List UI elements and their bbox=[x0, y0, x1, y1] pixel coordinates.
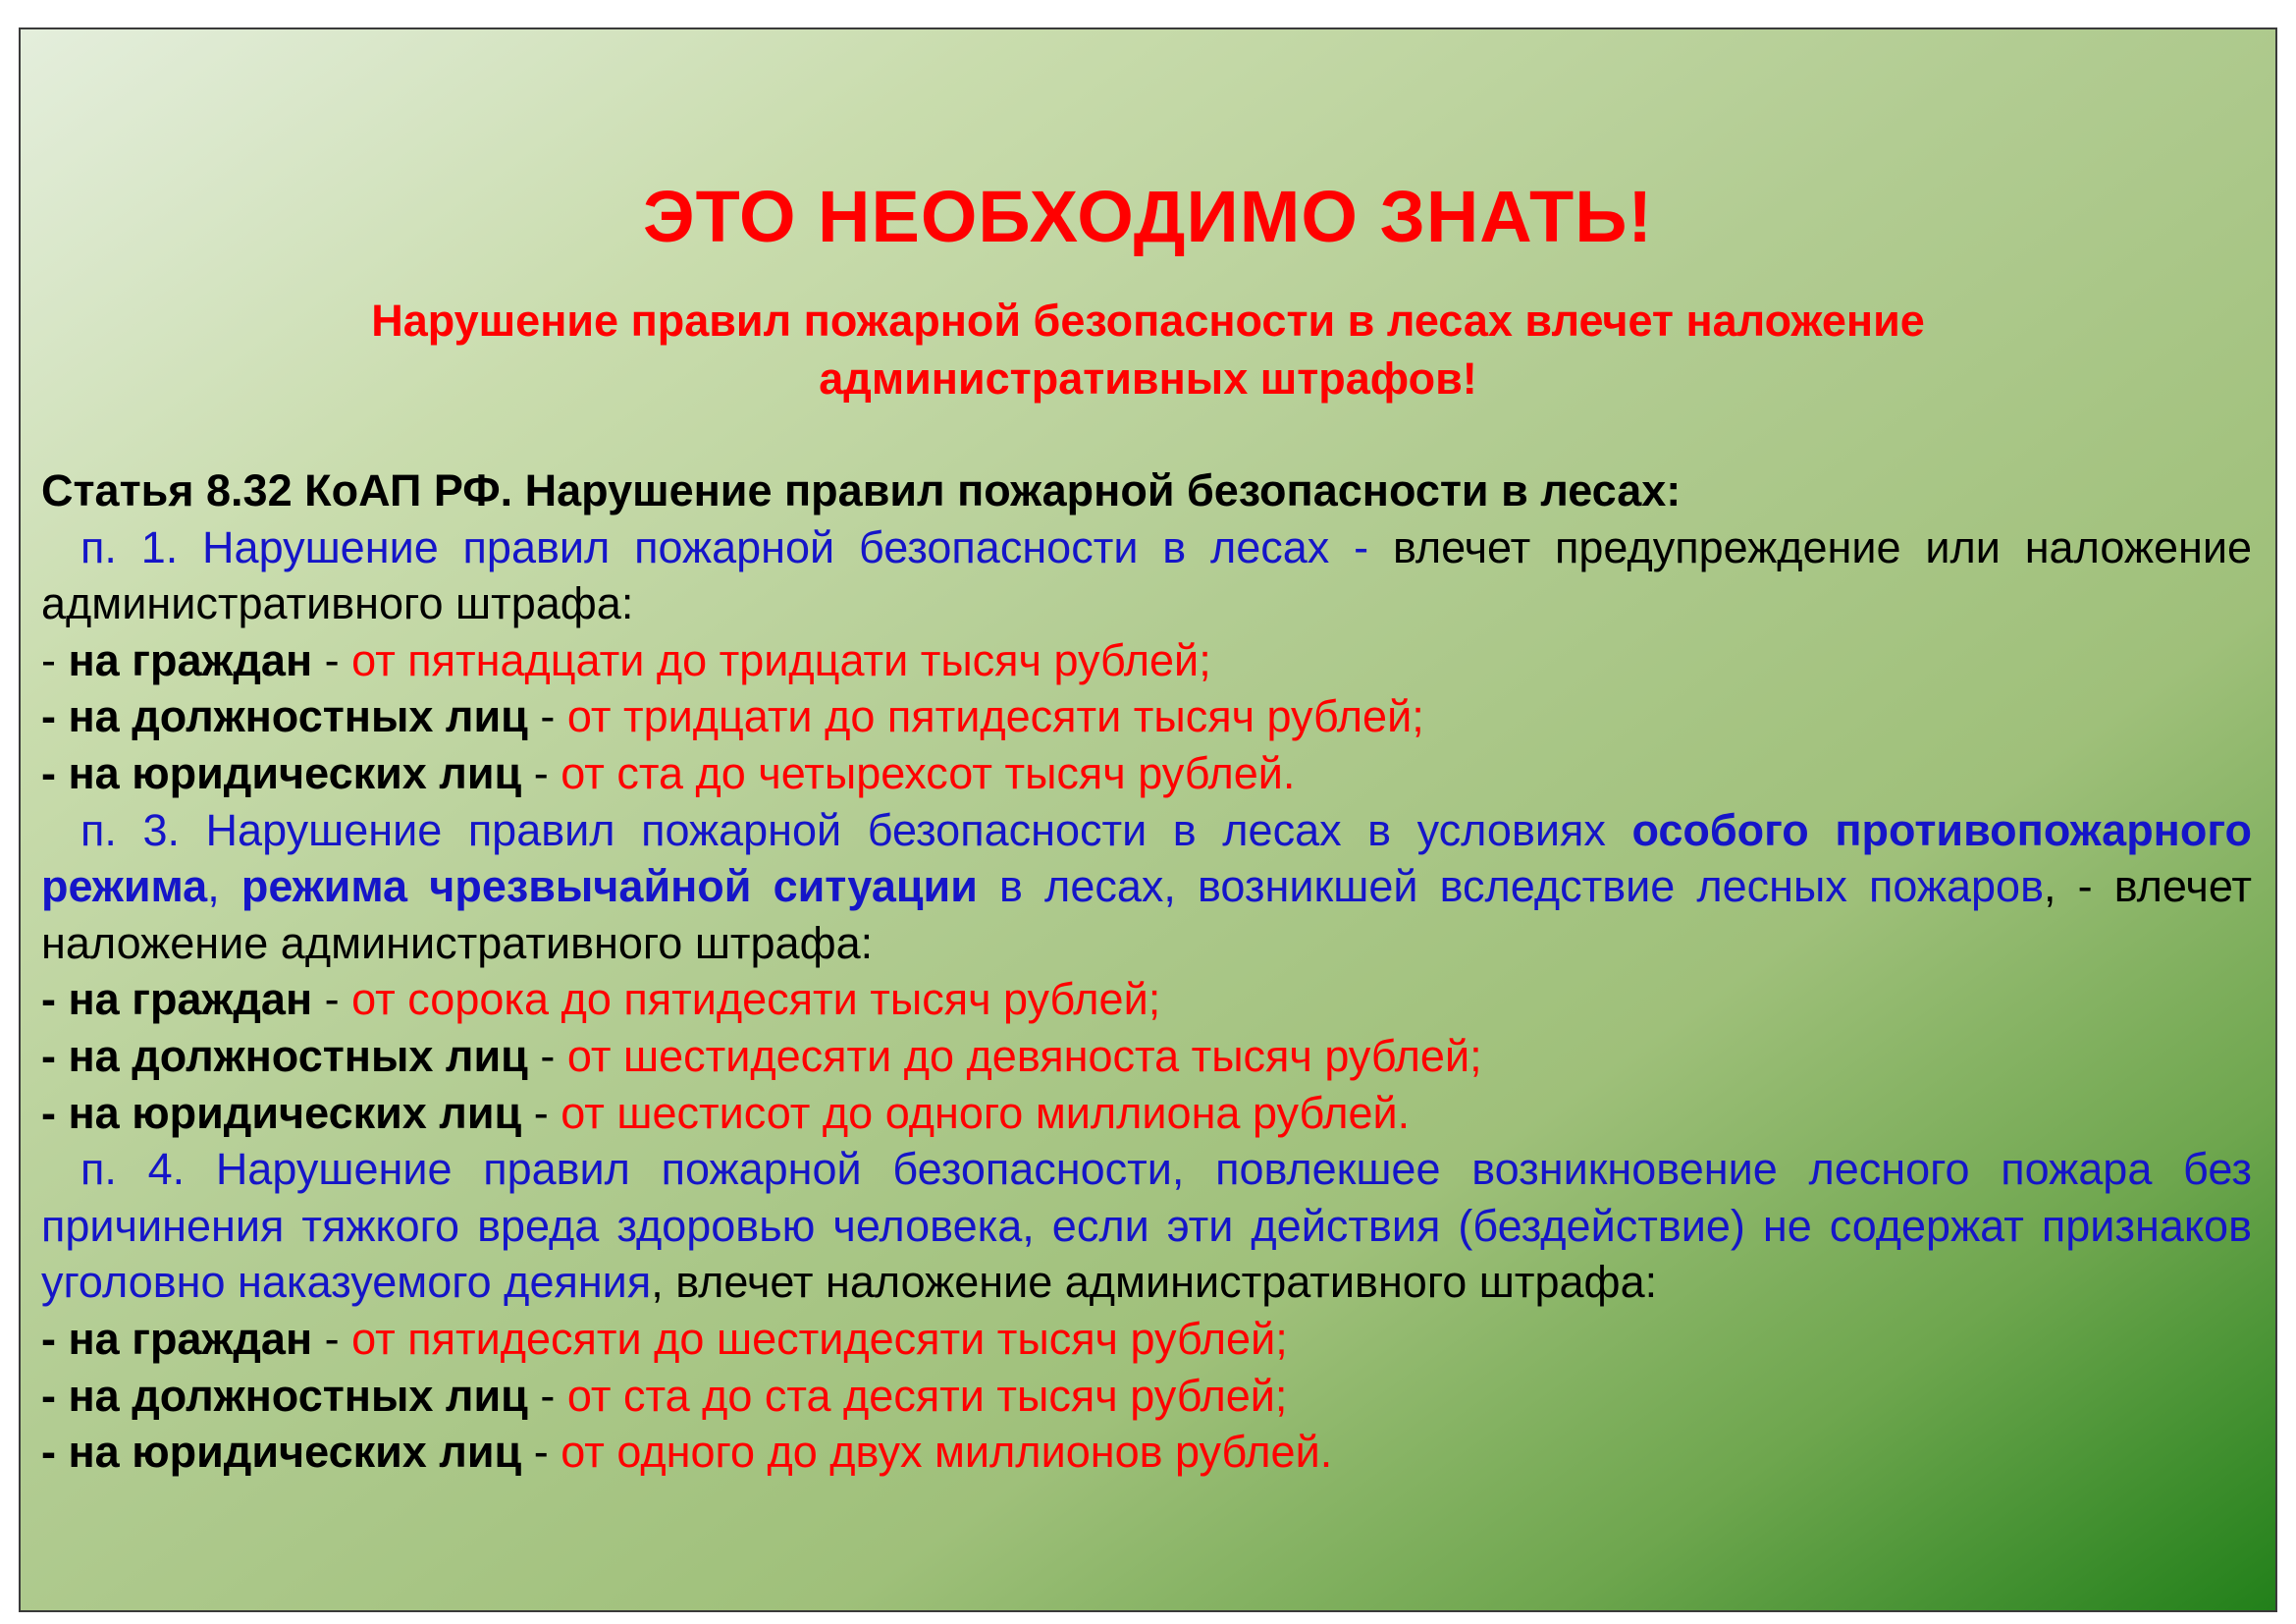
poster-title: ЭТО НЕОБХОДИМО ЗНАТЬ! bbox=[642, 176, 1654, 257]
fine-sep: - bbox=[521, 1087, 561, 1138]
clause-3-comma: , bbox=[207, 861, 241, 912]
fine-line bbox=[41, 1311, 2252, 1368]
fine-line bbox=[41, 1085, 2252, 1142]
fine-prefix: - bbox=[41, 634, 69, 685]
fine-who: - на граждан bbox=[41, 1313, 313, 1364]
fine-who: - на граждан bbox=[41, 974, 313, 1025]
clause-1 bbox=[41, 519, 2252, 632]
fine-who: - на юридических лиц bbox=[41, 747, 522, 798]
clause-4-rest: , влечет наложение административного штрафа: bbox=[651, 1257, 1658, 1308]
fine-sep: - bbox=[521, 1427, 561, 1478]
fine-amount: от пятидесяти до шестидесяти тысяч рублей; bbox=[351, 1313, 1288, 1364]
fine-who: на граждан bbox=[68, 634, 313, 685]
fine-amount: от ста до четырехсот тысяч рублей. bbox=[561, 747, 1296, 798]
fine-amount: от сорока до пятидесяти тысяч рублей; bbox=[351, 974, 1161, 1025]
subtitle-line-2: административных штрафов! bbox=[819, 353, 1477, 404]
clause-1-lead: п. 1. Нарушение правил пожарной безопасности в лесах - bbox=[80, 521, 1369, 572]
fine-who: - на должностных лиц bbox=[41, 1370, 528, 1421]
clause-3-emergency-regime: режима чрезвычайной ситуации bbox=[240, 861, 978, 912]
fine-line bbox=[41, 971, 2252, 1028]
fine-amount: от тридцати до пятидесяти тысяч рублей; bbox=[566, 691, 1424, 742]
fine-sep: - bbox=[527, 1030, 567, 1081]
fine-amount: от ста до ста десяти тысяч рублей; bbox=[566, 1370, 1288, 1421]
clause-1-rest: влечет предупреждение или наложение административного штрафа: bbox=[41, 521, 2253, 629]
fine-sep: - bbox=[312, 634, 352, 685]
clause-3-rest: , - влечет наложение административного штрафа: bbox=[41, 861, 2252, 968]
fine-who: - на юридических лиц bbox=[41, 1427, 522, 1478]
fine-sep: - bbox=[527, 1370, 567, 1421]
fine-who: - на должностных лиц bbox=[41, 1030, 528, 1081]
fine-sep: - bbox=[527, 691, 567, 742]
fine-who: - на должностных лиц bbox=[41, 691, 528, 742]
fine-amount: от пятнадцати до тридцати тысяч рублей; bbox=[351, 634, 1211, 685]
fine-line bbox=[41, 1028, 2252, 1085]
clause-3-lead-2: в лесах, возникшей вследствие лесных пожаров bbox=[977, 861, 2044, 912]
poster bbox=[19, 27, 2277, 1612]
clause-3-lead: п. 3. Нарушение правил пожарной безопасности в лесах в условиях bbox=[80, 804, 1632, 855]
fine-amount: от шестидесяти до девяноста тысяч рублей; bbox=[566, 1030, 1482, 1081]
clause-3 bbox=[41, 802, 2252, 972]
fine-line bbox=[41, 688, 2252, 745]
article-content bbox=[41, 462, 2252, 1481]
fine-line bbox=[41, 632, 2252, 689]
fine-line bbox=[41, 1368, 2252, 1425]
poster-subtitle bbox=[187, 292, 2109, 407]
clause-4 bbox=[41, 1141, 2252, 1311]
fine-amount: от одного до двух миллионов рублей. bbox=[561, 1427, 1333, 1478]
fine-sep: - bbox=[312, 974, 352, 1025]
fine-amount: от шестисот до одного миллиона рублей. bbox=[561, 1087, 1411, 1138]
clause-4-lead: п. 4. Нарушение правил пожарной безопасности, повлекшее возникновение лесного пожара без причинения тяжкого вреда здоровью человека, если эти действия (бездействие) не содержат признаков уголовно наказуемого деяния bbox=[41, 1144, 2252, 1308]
fine-line bbox=[41, 745, 2252, 802]
article-heading: Статья 8.32 КоАП РФ. Нарушение правил пожарной безопасности в лесах: bbox=[41, 465, 1682, 515]
clause-3-special-regime: особого противопожарного режима bbox=[41, 804, 2252, 912]
fine-sep: - bbox=[312, 1313, 352, 1364]
fine-who: - на юридических лиц bbox=[41, 1087, 522, 1138]
subtitle-line-1: Нарушение правил пожарной безопасности в лесах влечет наложение bbox=[371, 296, 1925, 346]
fine-line bbox=[41, 1424, 2252, 1481]
fine-sep: - bbox=[521, 747, 561, 798]
